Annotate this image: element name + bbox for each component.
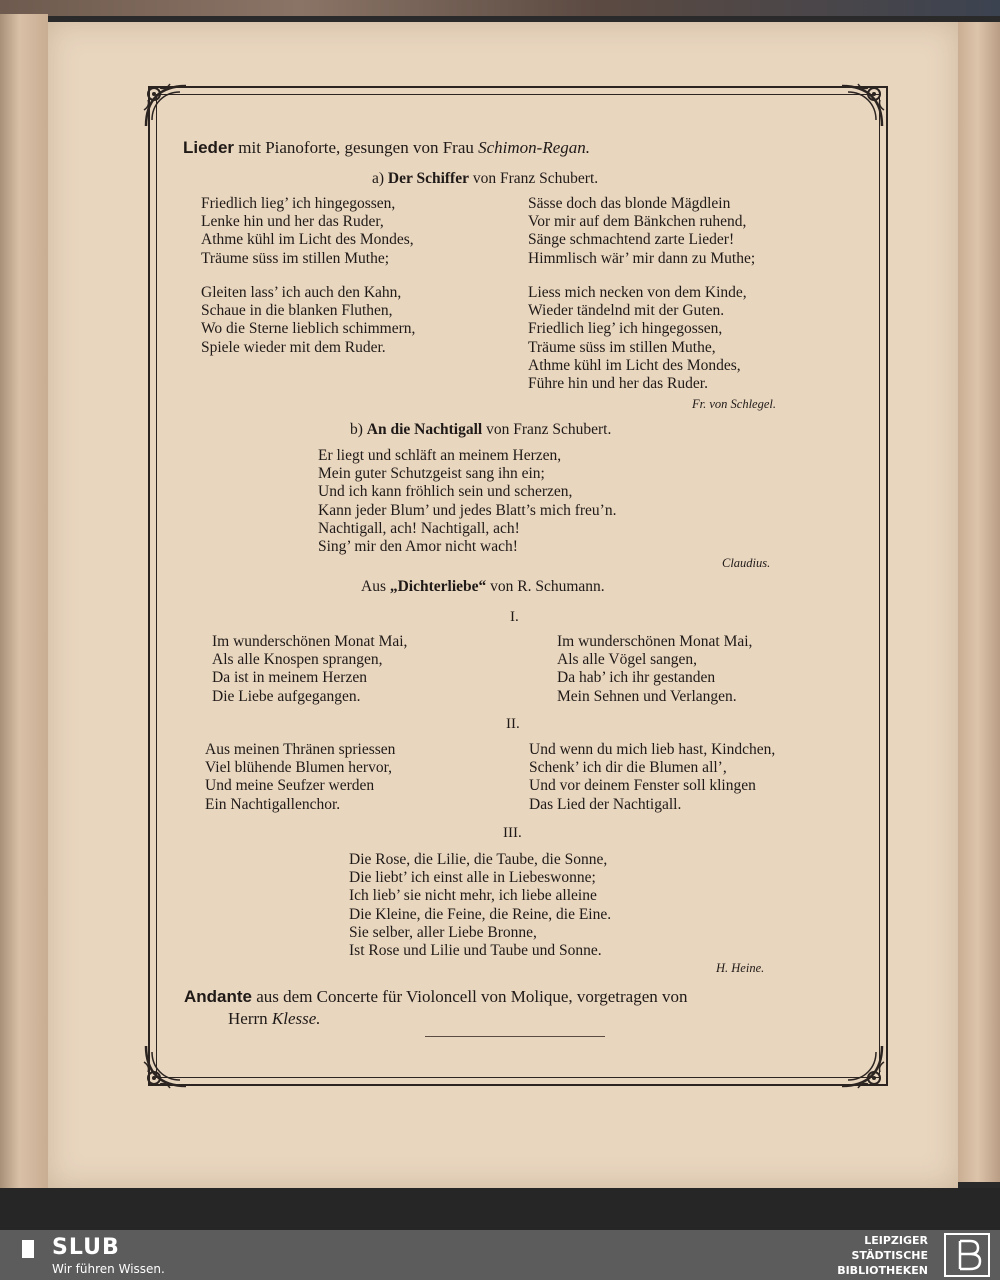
lsb-line: LEIPZIGER: [864, 1234, 928, 1247]
schiffer-right-stanza-2: [528, 284, 747, 393]
poem-line: Da hab’ ich ihr gestanden: [557, 669, 716, 687]
poem-line: Lenke hin und her das Ruder,: [201, 213, 384, 231]
slub-logo-icon: [14, 1238, 36, 1260]
song-title: Der Schiffer: [387, 170, 469, 187]
schiffer-left-stanza-1: [201, 195, 414, 268]
dichterliebe-2-right: [529, 741, 775, 814]
slub-logo-text: SLUB: [52, 1235, 120, 1260]
poem-line: Als alle Vögel sangen,: [557, 651, 698, 669]
schiffer-right-stanza-1: [528, 195, 755, 268]
poem-line: Viel blühende Blumen hervor,: [205, 759, 392, 777]
heading-prefix: Aus: [361, 578, 390, 595]
dichterliebe-2-left: [205, 741, 395, 814]
lsb-logo-icon: [944, 1233, 990, 1277]
poem-line: Schenk’ ich dir die Blumen all’,: [529, 759, 727, 777]
section-numeral-2: II.: [506, 716, 520, 732]
song-title-nachtigall: [350, 421, 611, 439]
poet-credit: H. Heine.: [716, 961, 765, 975]
poem-line: Das Lied der Nachtigall.: [529, 795, 682, 813]
viewer-footer: [0, 1230, 1000, 1280]
performer-name: Klesse.: [271, 1009, 321, 1028]
poet-credit: Fr. von Schlegel.: [692, 397, 777, 411]
poem-line: Und wenn du mich lieb hast, Kindchen,: [529, 741, 776, 758]
slub-tagline: Wir führen Wissen.: [52, 1262, 165, 1276]
dichterliebe-heading: [361, 578, 605, 596]
andante-prefix: Herrn: [228, 1009, 272, 1028]
poem-line: Und ich kann fröhlich sein und scherzen,: [318, 483, 573, 501]
andante-label: Andante: [184, 987, 252, 1006]
poem-line: Liess mich necken von dem Kinde,: [528, 284, 747, 301]
book-bottom-shadow: [0, 1188, 1000, 1230]
song-title-schiffer: [372, 170, 598, 188]
lieder-label: Lieder: [183, 138, 235, 157]
schiffer-left-stanza-2: [201, 284, 415, 357]
book-top-edge: [0, 0, 1000, 16]
poem-line: Und vor deinem Fenster soll klingen: [529, 777, 756, 795]
poem-line: Himmlisch wär’ mir dann zu Muthe;: [528, 249, 756, 267]
song-title: An die Nachtigall: [366, 421, 483, 438]
poem-line: Die Liebe aufgegangen.: [212, 687, 361, 705]
andante-line-2: [228, 1009, 321, 1029]
corner-ornament-icon: [836, 80, 888, 132]
poem-line: Ist Rose und Lilie und Taube und Sonne.: [349, 941, 602, 959]
poem-line: Im wunderschönen Monat Mai,: [557, 633, 753, 650]
poem-line: Als alle Knospen sprangen,: [212, 651, 383, 669]
poem-line: Träume süss im stillen Muthe;: [201, 249, 390, 267]
poem-line: Friedlich lieg’ ich hingegossen,: [528, 320, 723, 338]
poem-line: Spiele wieder mit dem Ruder.: [201, 338, 386, 356]
dichterliebe-1-left: [212, 633, 407, 706]
lsb-logo-text: [837, 1233, 928, 1278]
poem-line: Wo die Sterne lieblich schimmern,: [201, 320, 416, 338]
cycle-composer: von R. Schumann.: [486, 578, 605, 595]
andante-line-1: [184, 987, 688, 1007]
singer-name: Schimon-Regan.: [478, 138, 591, 157]
poem-line: Die liebt’ ich einst alle in Liebeswonne;: [349, 869, 596, 887]
song-letter: a): [372, 170, 388, 187]
lieder-heading-text: mit Pianoforte, gesungen von Frau: [234, 138, 479, 157]
poem-line: Ein Nachtigallenchor.: [205, 795, 341, 813]
poem-line: Die Rose, die Lilie, die Taube, die Sonne,: [349, 851, 608, 868]
section-numeral-3: III.: [503, 825, 522, 841]
song-letter: b): [350, 421, 367, 438]
closing-rule: [425, 1036, 605, 1037]
poem-line: Sänge schmachtend zarte Lieder!: [528, 231, 735, 249]
poem-line: Sing’ mir den Amor nicht wach!: [318, 537, 518, 555]
lieder-heading: [183, 138, 590, 158]
song-composer: von Franz Schubert.: [482, 421, 612, 438]
poem-line: Im wunderschönen Monat Mai,: [212, 633, 408, 650]
nachtigall-poem: [318, 447, 616, 556]
book-right-edge: [955, 22, 1000, 1182]
poem-line: Sie selber, aller Liebe Bronne,: [349, 923, 537, 941]
poem-line: Da ist in meinem Herzen: [212, 669, 367, 687]
poem-line: Athme kühl im Licht des Mondes,: [201, 231, 414, 249]
dichterliebe-1-right: [557, 633, 752, 706]
poem-line: Sässe doch das blonde Mägdlein: [528, 195, 731, 212]
poem-line: Aus meinen Thränen spriessen: [205, 741, 396, 758]
poem-line: Und meine Seufzer werden: [205, 777, 375, 795]
dichterliebe-3-poem: [349, 851, 611, 960]
poem-line: Wieder tändelnd mit der Guten.: [528, 302, 725, 320]
poem-line: Athme kühl im Licht des Mondes,: [528, 356, 741, 374]
poem-line: Gleiten lass’ ich auch den Kahn,: [201, 284, 402, 301]
poem-line: Vor mir auf dem Bänkchen ruhend,: [528, 213, 747, 231]
poem-line: Ich lieb’ sie nicht mehr, ich liebe alleine: [349, 887, 597, 905]
corner-ornament-icon: [140, 1040, 192, 1092]
andante-text: aus dem Concerte für Violoncell von Molique, vorgetragen von: [252, 987, 688, 1006]
poem-line: Nachtigall, ach! Nachtigall, ach!: [318, 519, 520, 537]
poem-line: Friedlich lieg’ ich hingegossen,: [201, 195, 396, 212]
poem-line: Träume süss im stillen Muthe,: [528, 338, 716, 356]
poem-line: Mein guter Schutzgeist sang ihn ein;: [318, 465, 545, 483]
book-left-edge: [0, 14, 48, 1189]
poem-line: Die Kleine, die Feine, die Reine, die Eine.: [349, 905, 612, 923]
poem-line: Er liegt und schläft an meinem Herzen,: [318, 447, 562, 464]
song-composer: von Franz Schubert.: [468, 170, 599, 187]
corner-ornament-icon: [140, 80, 192, 132]
poem-line: Kann jeder Blum’ und jedes Blatt’s mich freu’n.: [318, 501, 617, 519]
corner-ornament-icon: [836, 1040, 888, 1092]
poem-line: Schaue in die blanken Fluthen,: [201, 302, 393, 320]
lsb-line: BIBLIOTHEKEN: [837, 1264, 928, 1277]
lsb-line: STÄDTISCHE: [851, 1249, 928, 1262]
poem-line: Führe hin und her das Ruder.: [528, 374, 708, 392]
section-numeral-1: I.: [510, 609, 519, 625]
cycle-title: „Dichterliebe“: [389, 578, 487, 595]
poet-credit: Claudius.: [722, 556, 771, 570]
poem-line: Mein Sehnen und Verlangen.: [557, 687, 737, 705]
